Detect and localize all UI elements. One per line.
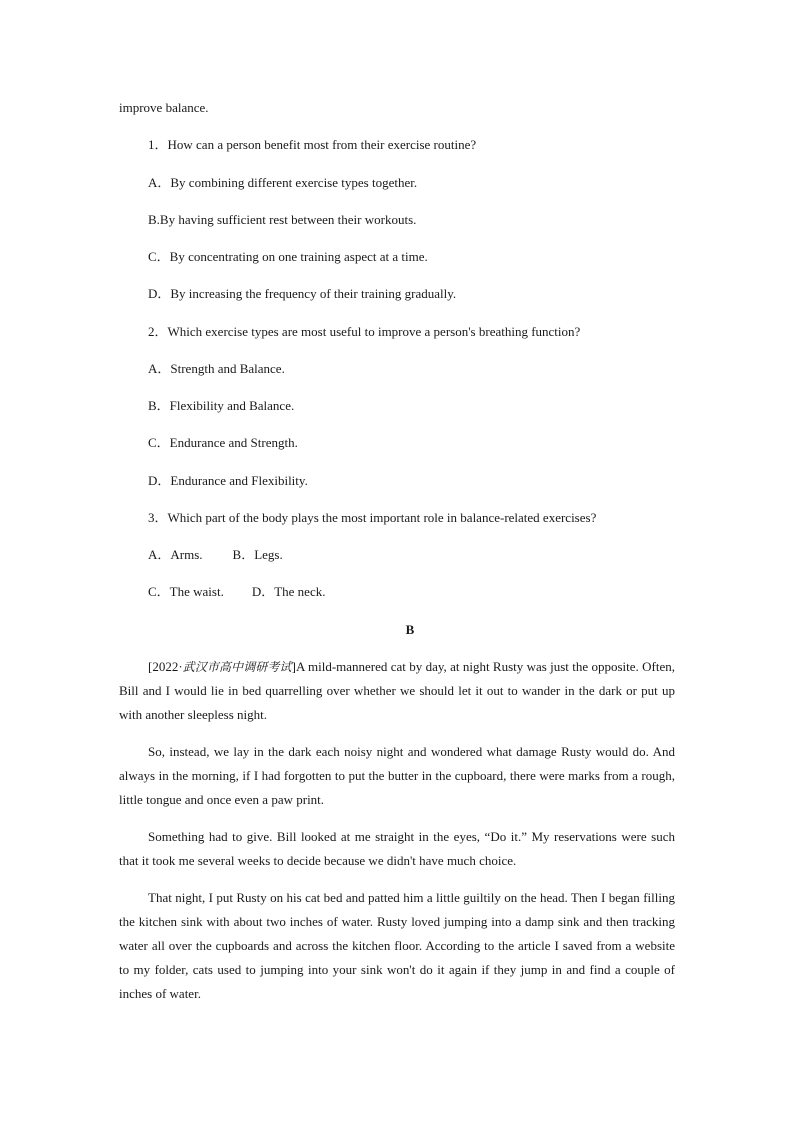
- paragraph-1-text: A mild-mannered cat by day, at night Rusty was just the opposite. Often, Bill and I would lie in bed quarrelling over whether we should let it out to wander in the dark or put up with another sleepless night.: [119, 659, 675, 722]
- continued-text: improve balance.: [119, 100, 209, 115]
- question-3-options-row-2: [148, 583, 325, 601]
- passage-paragraph-4: That night, I put Rusty on his cat bed and patted him a little guiltily on the head. Then I began filling the kitchen sink with about two inches of water. Rusty loved jumping into a damp sink and then tracking water all over the cupboards and across the kitchen floor. According to the article I saved from a website to my folder, cats used to jumping into your sink won't do it again if they jump in and find a couple of inches of water.: [119, 890, 675, 1001]
- question-3-options-row-1: [148, 546, 283, 564]
- passage-paragraph-1: [119, 655, 675, 727]
- question-3-option-b: B．Legs.: [232, 547, 283, 562]
- question-2-option-b: B．Flexibility and Balance.: [148, 398, 295, 413]
- source-close: ]: [291, 659, 296, 674]
- question-3-stem: 3．Which part of the body plays the most important role in balance-related exercises?: [148, 510, 597, 525]
- question-2-option-d: D．Endurance and Flexibility.: [148, 473, 308, 488]
- question-3-option-d: D．The neck.: [251, 584, 326, 599]
- source-open: [2022·: [148, 659, 183, 674]
- passage-paragraph-2: So, instead, we lay in the dark each noisy night and wondered what damage Rusty would do. And always in the morning, if I had forgotten to put the butter in the cupboard, there were marks from a rough, little tongue and once even a paw print.: [119, 744, 675, 807]
- question-2-option-a: A．Strength and Balance.: [148, 361, 285, 376]
- question-1-option-c: C．By concentrating on one training aspect at a time.: [148, 249, 428, 264]
- passage-paragraph-3: Something had to give. Bill looked at me straight in the eyes, “Do it.” My reservations were such that it took me several weeks to decide because we didn't have much choice.: [119, 829, 675, 868]
- question-3-option-a: A．Arms.: [148, 547, 203, 562]
- question-1-option-a: A．By combining different exercise types together.: [148, 175, 418, 190]
- question-2-stem: 2．Which exercise types are most useful to improve a person's breathing function?: [148, 324, 581, 339]
- question-2-option-c: C．Endurance and Strength.: [148, 435, 298, 450]
- question-3-option-c: C．The waist.: [148, 584, 224, 599]
- question-1-stem: 1．How can a person benefit most from their exercise routine?: [148, 137, 477, 152]
- section-heading: B: [405, 622, 415, 637]
- source-name: 武汉市高中调研考试: [182, 660, 292, 674]
- question-1-option-b: B.By having sufficient rest between their workouts.: [148, 212, 417, 227]
- question-1-option-d: D．By increasing the frequency of their training gradually.: [148, 286, 457, 301]
